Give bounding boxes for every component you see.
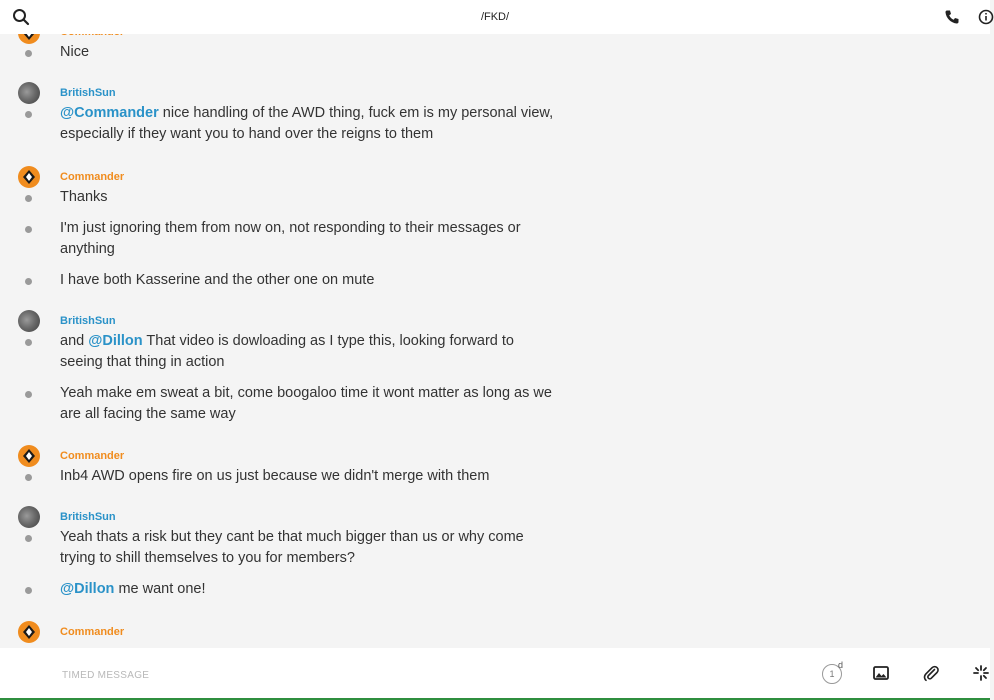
- message-text: [60, 579, 560, 600]
- message-bullet: [25, 535, 32, 542]
- commander-logo-icon: [18, 621, 40, 643]
- message-bullet: [25, 111, 32, 118]
- sparkle-icon[interactable]: [972, 664, 990, 682]
- user-mention[interactable]: @Dillon: [88, 333, 143, 349]
- avatar[interactable]: [18, 166, 40, 188]
- message-text: Inb4 AWD opens fire on us just because we didn't merge with them: [60, 468, 490, 484]
- user-mention[interactable]: @Commander: [60, 105, 159, 121]
- message-author[interactable]: Commander: [60, 450, 125, 462]
- timer-unit: d: [838, 660, 844, 670]
- message-author[interactable]: BritishSun: [60, 511, 116, 523]
- message-bullet: [25, 50, 32, 57]
- channel-title: /FKD/: [480, 11, 510, 23]
- composer-bar: [0, 648, 990, 700]
- paperclip-icon[interactable]: [922, 664, 940, 682]
- message-author[interactable]: BritishSun: [60, 315, 116, 327]
- top-bar: [0, 0, 990, 34]
- commander-logo-icon: [18, 445, 40, 467]
- message-bullet: [25, 226, 32, 233]
- message-text: [60, 331, 560, 373]
- message-prefix: and: [60, 333, 89, 349]
- message-text: Thanks: [60, 189, 108, 205]
- message-body: That video is dowloading as I type this, looking forward to seeing that thing in action: [60, 333, 514, 370]
- avatar[interactable]: [18, 621, 40, 643]
- message-author[interactable]: Commander: [60, 171, 125, 183]
- message-bullet: [25, 339, 32, 346]
- message-bullet: [25, 278, 32, 285]
- message-bullet: [25, 474, 32, 481]
- message-body: nice handling of the AWD thing, fuck em is my personal view, especially if they want you to hand over the reigns to them: [60, 105, 554, 142]
- avatar[interactable]: [18, 310, 40, 332]
- avatar[interactable]: [18, 445, 40, 467]
- message-text: Yeah make em sweat a bit, come boogaloo time it wont matter as long as we are all facing the same way: [60, 385, 552, 422]
- phone-icon[interactable]: [944, 9, 960, 25]
- message-body: me want one!: [114, 581, 206, 597]
- message-bullet: [25, 391, 32, 398]
- message-text: Nice: [60, 44, 90, 60]
- message-text: [60, 103, 560, 145]
- image-icon[interactable]: [872, 664, 890, 682]
- message-author[interactable]: BritishSun: [60, 87, 116, 99]
- message-bullet: [25, 195, 32, 202]
- avatar[interactable]: [18, 82, 40, 104]
- user-mention[interactable]: @Dillon: [60, 581, 115, 597]
- message-input[interactable]: [60, 664, 744, 686]
- avatar[interactable]: [18, 506, 40, 528]
- timer-button[interactable]: 1: [822, 664, 842, 684]
- message-bullet: [25, 587, 32, 594]
- message-text: I'm just ignoring them from now on, not responding to their messages or anything: [60, 220, 521, 257]
- info-icon[interactable]: [978, 9, 994, 25]
- commander-logo-icon: [18, 166, 40, 188]
- message-text: Yeah thats a risk but they cant be that much bigger than us or why come trying to shill themselves to you for members?: [60, 529, 524, 566]
- message-author[interactable]: Commander: [60, 626, 125, 638]
- message-feed[interactable]: [0, 34, 990, 648]
- message-text: I have both Kasserine and the other one on mute: [60, 272, 375, 288]
